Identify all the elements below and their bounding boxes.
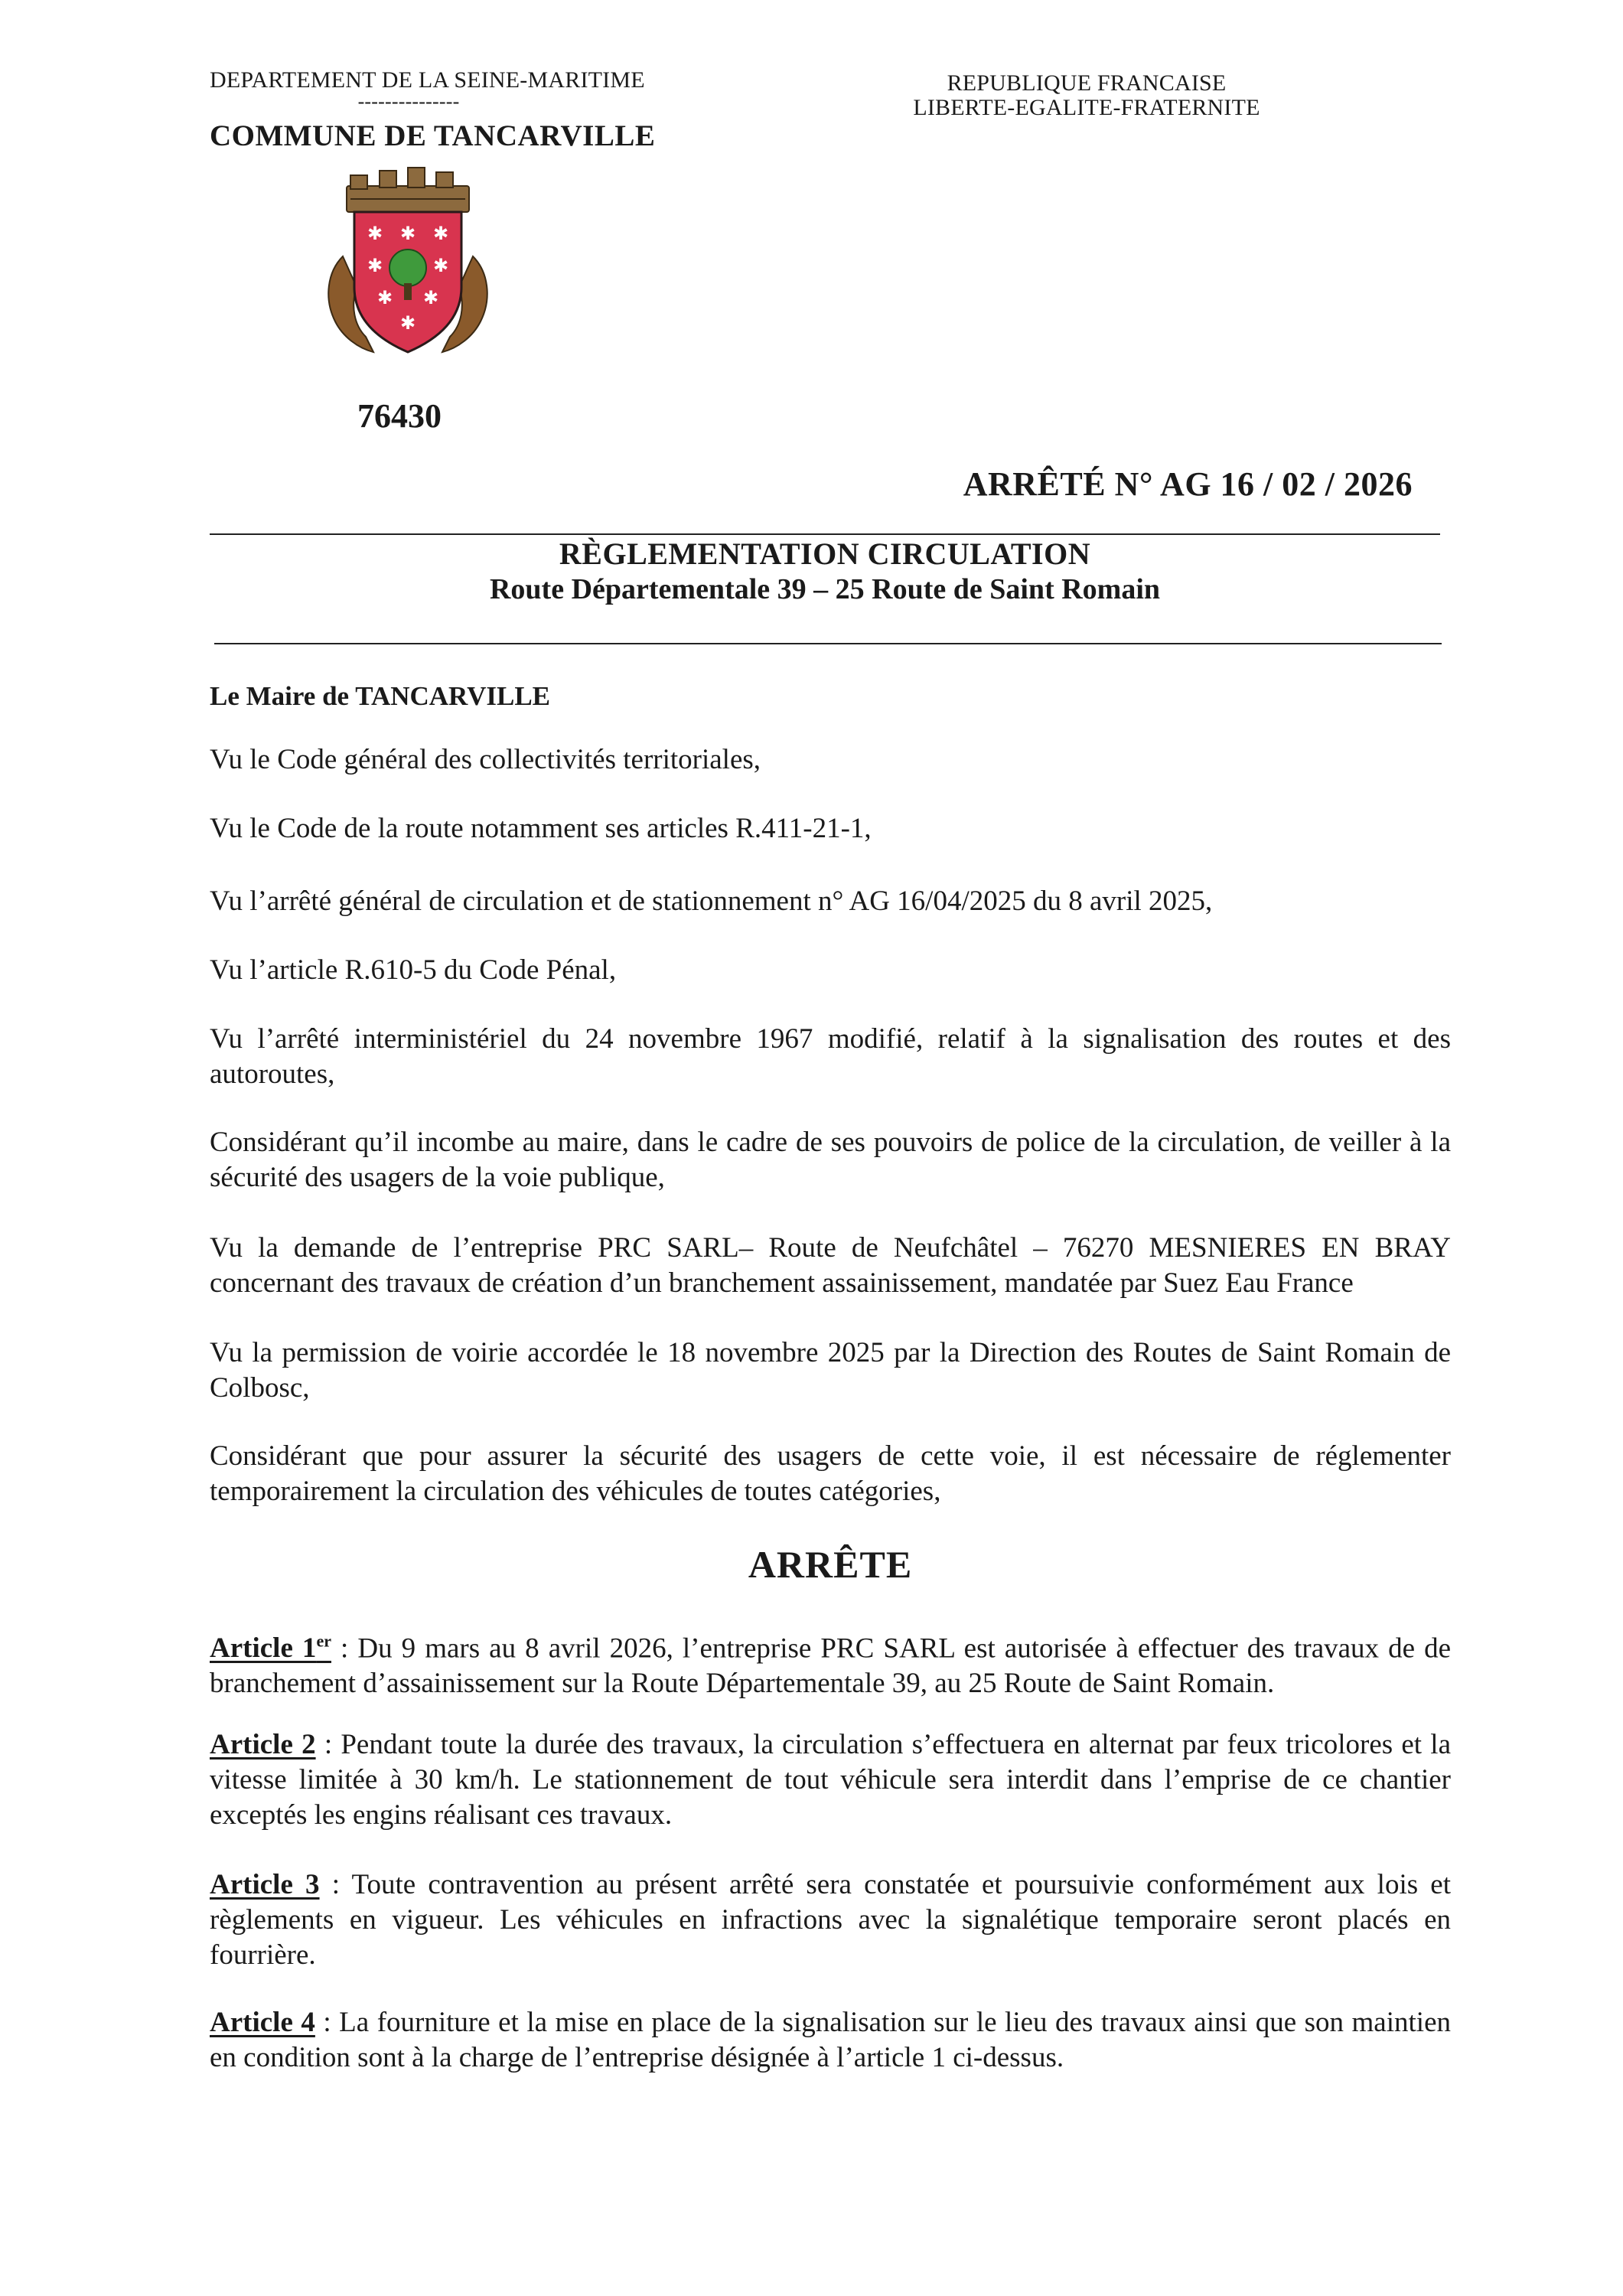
svg-text:✱: ✱ (432, 223, 449, 244)
consideration-item: Vu l’article R.610-5 du Code Pénal, (210, 954, 617, 986)
title-top-rule (210, 533, 1440, 535)
header-separator: --------------- (357, 90, 460, 113)
svg-text:✱: ✱ (367, 223, 383, 244)
consideration-item: Vu l’arrêté général de circulation et de stationnement n° AG 16/04/2025 du 8 avril 2025, (210, 885, 1213, 917)
consideration-item: Vu le Code de la route notamment ses articles R.411-21-1, (210, 813, 872, 844)
svg-text:✱: ✱ (376, 287, 393, 308)
article-text: : Pendant toute la durée des travaux, la circulation s’effectuera en alternat par feux tricolores et la vitesse limitée à 30 km/h. Le stationnement de tout véhicule sera interdit dans l’emprise de ce chantier exceptés les engins réalisant ces travaux. (210, 1729, 1451, 1831)
coat-of-arms-logo (320, 165, 496, 367)
article-label: Article 1er (210, 1632, 331, 1665)
article-text: : Toute contravention au présent arrêté sera constatée et poursuivie conformément aux lois et règlements en vigueur. Les véhicules en infractions avec la signalétique temporaire seront placés en fourrière. (210, 1869, 1452, 1971)
article-2 (210, 1727, 1451, 1833)
arrete-number: ARRÊTÉ N° AG 16 / 02 / 2026 (963, 465, 1413, 503)
svg-text:✱: ✱ (399, 312, 416, 334)
consideration-item: Vu la permission de voirie accordée le 18 novembre 2025 par la Direction des Routes de Saint Romain de Colbosc, (210, 1337, 1451, 1404)
regulation-title: RÈGLEMENTATION CIRCULATION (559, 536, 1091, 571)
decision-title: ARRÊTE (748, 1543, 913, 1586)
regulation-subtitle: Route Départementale 39 – 25 Route de Saint Romain (489, 573, 1161, 605)
article-label: Article 2 (210, 1729, 316, 1760)
republic-label: REPUBLIQUE FRANCAISE (947, 70, 1227, 96)
article-1 (210, 1624, 1451, 1701)
title-bottom-rule (214, 643, 1442, 644)
svg-text:✱: ✱ (399, 223, 416, 244)
svg-text:✱: ✱ (422, 287, 439, 308)
consideration-item: Vu la demande de l’entreprise PRC SARL– Route de Neufchâtel – 76270 MESNIERES EN BRAY concernant des travaux de création d’un branchement assainissement, mandatée par Suez Eau France (210, 1232, 1451, 1299)
consideration-item: Considérant que pour assurer la sécurité des usagers de cette voie, il est nécessaire de réglementer temporairement la circulation des véhicules de toutes catégories, (210, 1440, 1451, 1507)
consideration-item: Considérant qu’il incombe au maire, dans le cadre de ses pouvoirs de police de la circulation, de veiller à la sécurité des usagers de la voie publique, (210, 1127, 1451, 1193)
article-text: : La fourniture et la mise en place de la signalisation sur le lieu des travaux ainsi que son maintien en condition sont à la charge de l’entreprise désignée à l’article 1 ci-dessus. (210, 2007, 1451, 2073)
mural-crown-icon (347, 168, 469, 212)
article-4 (210, 2005, 1451, 2076)
department-name: DEPARTEMENT DE LA SEINE-MARITIME (210, 67, 645, 93)
commune-name: COMMUNE DE TANCARVILLE (210, 119, 656, 152)
postal-code: 76430 (357, 397, 442, 435)
svg-text:✱: ✱ (432, 255, 449, 276)
article-3 (210, 1867, 1451, 1973)
mayor-heading: Le Maire de TANCARVILLE (210, 681, 551, 711)
article-label: Article 3 (210, 1869, 320, 1900)
consideration-item: Vu l’arrêté interministériel du 24 novembre 1967 modifié, relatif à la signalisation des routes et des autoroutes, (210, 1023, 1451, 1090)
article-label: Article 4 (210, 2007, 315, 2038)
republic-motto: LIBERTE-EGALITE-FRATERNITE (913, 95, 1260, 120)
article-text: : Du 9 mars au 8 avril 2026, l’entreprise PRC SARL est autorisée à effectuer des travaux de de branchement d’assainissement sur la Route Départementale 39, au 25 Route de Saint Romain. (210, 1632, 1451, 1700)
consideration-item: Vu le Code général des collectivités territoriales, (210, 744, 761, 775)
svg-text:✱: ✱ (367, 255, 383, 276)
